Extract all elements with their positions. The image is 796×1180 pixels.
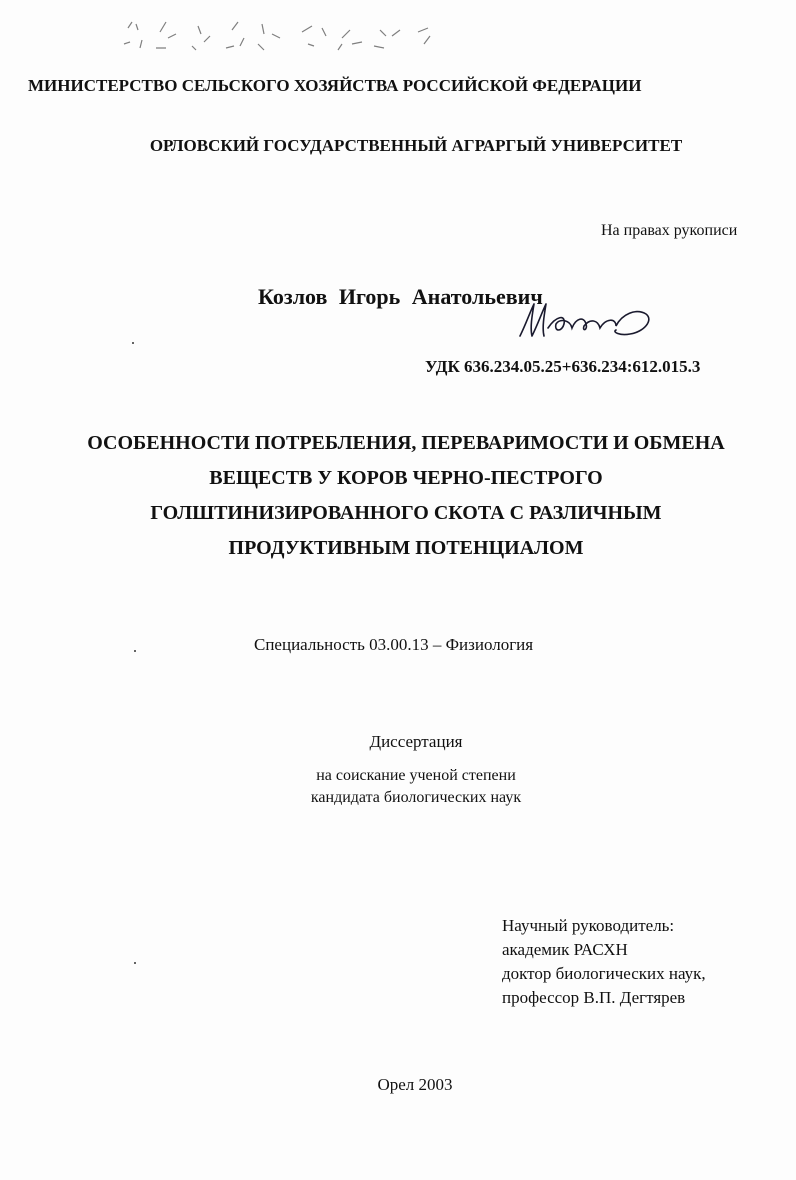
scan-speck [134, 962, 136, 964]
degree-line: на соискание ученой степени [316, 767, 516, 784]
stamp-marks [112, 14, 452, 64]
manuscript-note: На правах рукописи [601, 222, 738, 239]
dissertation-type: Диссертация [369, 732, 463, 751]
city-year: Орел 2003 [377, 1075, 453, 1094]
supervisor-label: Научный руководитель: [502, 916, 675, 935]
supervisor-block [502, 914, 706, 1010]
degree-text [0, 765, 796, 809]
udk-code: УДК 636.234.05.25+636.234:612.015.3 [425, 357, 701, 376]
supervisor-name: профессор В.П. Дегтярев [502, 988, 686, 1007]
university-heading: ОРЛОВСКИЙ ГОСУДАРСТВЕННЫЙ АГРАРГЫЙ УНИВЕРСИТЕТ [149, 136, 683, 155]
author-name: Козлов Игорь Анатольевич [258, 284, 543, 309]
signature [512, 298, 658, 344]
title-line: ВЕЩЕСТВ У КОРОВ ЧЕРНО-ПЕСТРОГО [209, 467, 603, 489]
supervisor-title: академик РАСХН [502, 940, 628, 959]
title-line: ГОЛШТИНИЗИРОВАННОГО СКОТА С РАЗЛИЧНЫМ [150, 502, 662, 524]
title-line: ПРОДУКТИВНЫМ ПОТЕНЦИАЛОМ [228, 537, 584, 559]
dissertation-title [0, 426, 796, 566]
supervisor-title: доктор биологических наук, [502, 964, 706, 983]
scan-speck [134, 650, 136, 652]
degree-line: кандидата биологических наук [310, 789, 522, 806]
title-line: ОСОБЕННОСТИ ПОТРЕБЛЕНИЯ, ПЕРЕВАРИМОСТИ И ОБМЕНА [87, 432, 725, 454]
specialty: Специальность 03.00.13 – Физиология [254, 635, 534, 654]
scan-speck [132, 342, 134, 344]
ministry-heading: МИНИСТЕРСТВО СЕЛЬСКОГО ХОЗЯЙСТВА РОССИЙСКОЙ ФЕДЕРАЦИИ [28, 76, 642, 95]
